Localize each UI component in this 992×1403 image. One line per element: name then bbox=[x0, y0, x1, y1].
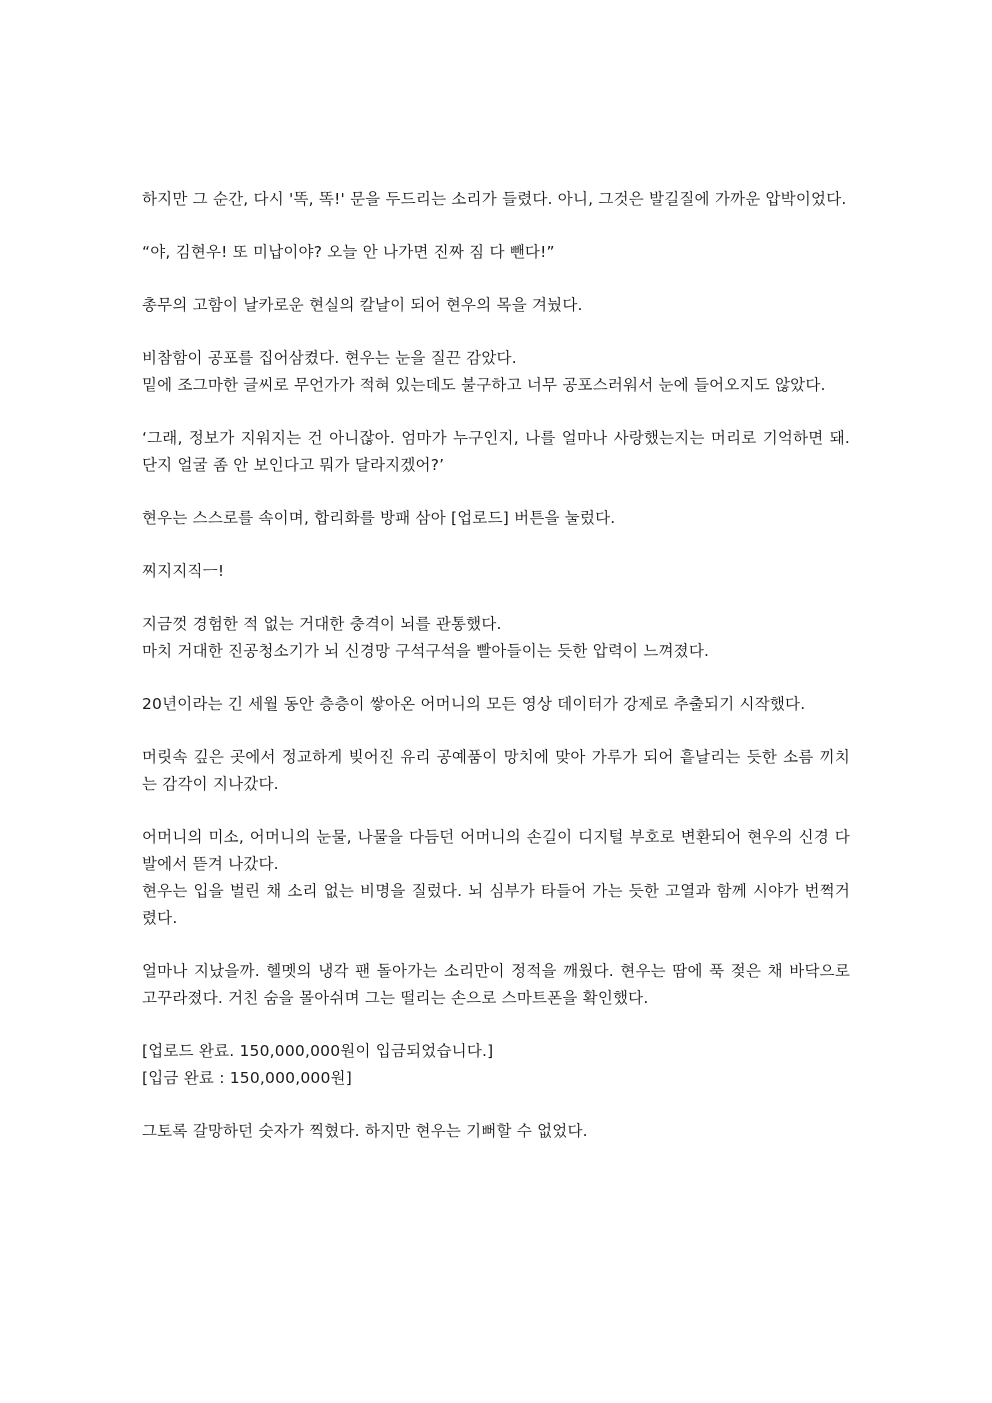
text-line: 하지만 그 순간, 다시 '똑, 똑!' 문을 두드리는 소리가 들렸다. 아니, 그것은 발길질에 가까운 압박이었다. bbox=[142, 190, 847, 208]
text-line: [입금 완료 : 150,000,000원] bbox=[142, 1069, 352, 1087]
paragraph bbox=[142, 958, 850, 1012]
paragraph bbox=[142, 744, 850, 798]
text-line: 어머니의 미소, 어머니의 눈물, 나물을 다듬던 어머니의 손길이 디지털 부호로 변환되어 현우의 신경 다발에서 뜯겨 나갔다. bbox=[142, 828, 850, 873]
text-line: 마치 거대한 진공청소기가 뇌 신경망 구석구석을 빨아들이는 듯한 압력이 느껴졌다. bbox=[142, 642, 710, 660]
paragraph bbox=[142, 186, 850, 213]
paragraph bbox=[142, 558, 850, 585]
paragraph bbox=[142, 1038, 850, 1092]
text-line: 그토록 갈망하던 숫자가 찍혔다. 하지만 현우는 기뻐할 수 없었다. bbox=[142, 1122, 588, 1140]
paragraph bbox=[142, 505, 850, 532]
paragraph bbox=[142, 239, 850, 266]
text-line: “야, 김현우! 또 미납이야? 오늘 안 나가면 진짜 짐 다 뺀다!” bbox=[142, 243, 555, 261]
text-line: 현우는 입을 벌린 채 소리 없는 비명을 질렀다. 뇌 심부가 타들어 가는 듯한 고열과 함께 시야가 번쩍거렸다. bbox=[142, 882, 850, 927]
paragraph bbox=[142, 292, 850, 319]
text-line: 찌지지직ㅡ! bbox=[142, 562, 225, 580]
paragraph bbox=[142, 345, 850, 399]
paragraph bbox=[142, 691, 850, 718]
text-line: 지금껏 경험한 적 없는 거대한 충격이 뇌를 관통했다. bbox=[142, 615, 502, 633]
document-body bbox=[142, 186, 850, 1171]
text-line: 비참함이 공포를 집어삼켰다. 현우는 눈을 질끈 감았다. bbox=[142, 349, 517, 367]
text-line: 밑에 조그마한 글씨로 무언가가 적혀 있는데도 불구하고 너무 공포스러워서 눈에 들어오지도 않았다. bbox=[142, 376, 826, 394]
paragraph bbox=[142, 611, 850, 665]
paragraph bbox=[142, 1118, 850, 1145]
paragraph bbox=[142, 824, 850, 932]
text-line: 얼마나 지났을까. 헬멧의 냉각 팬 돌아가는 소리만이 정적을 깨웠다. 현우는 땀에 푹 젖은 채 바닥으로 고꾸라졌다. 거친 숨을 몰아쉬며 그는 떨리는 손으로 스마트폰을 확인했다. bbox=[142, 962, 850, 1007]
text-line: 현우는 스스로를 속이며, 합리화를 방패 삼아 [업로드] 버튼을 눌렀다. bbox=[142, 509, 616, 527]
text-line: 머릿속 깊은 곳에서 정교하게 빚어진 유리 공예품이 망치에 맞아 가루가 되어 흩날리는 듯한 소름 끼치는 감각이 지나갔다. bbox=[142, 748, 850, 793]
text-line: ‘그래, 정보가 지워지는 건 아니잖아. 엄마가 누구인지, 나를 얼마나 사랑했는지는 머리로 기억하면 돼. 단지 얼굴 좀 안 보인다고 뭐가 달라지겠어?’ bbox=[142, 429, 850, 474]
text-line: 총무의 고함이 날카로운 현실의 칼날이 되어 현우의 목을 겨눴다. bbox=[142, 296, 583, 314]
text-line: [업로드 완료. 150,000,000원이 입금되었습니다.] bbox=[142, 1042, 494, 1060]
paragraph bbox=[142, 425, 850, 479]
text-line: 20년이라는 긴 세월 동안 층층이 쌓아온 어머니의 모든 영상 데이터가 강제로 추출되기 시작했다. bbox=[142, 695, 806, 713]
